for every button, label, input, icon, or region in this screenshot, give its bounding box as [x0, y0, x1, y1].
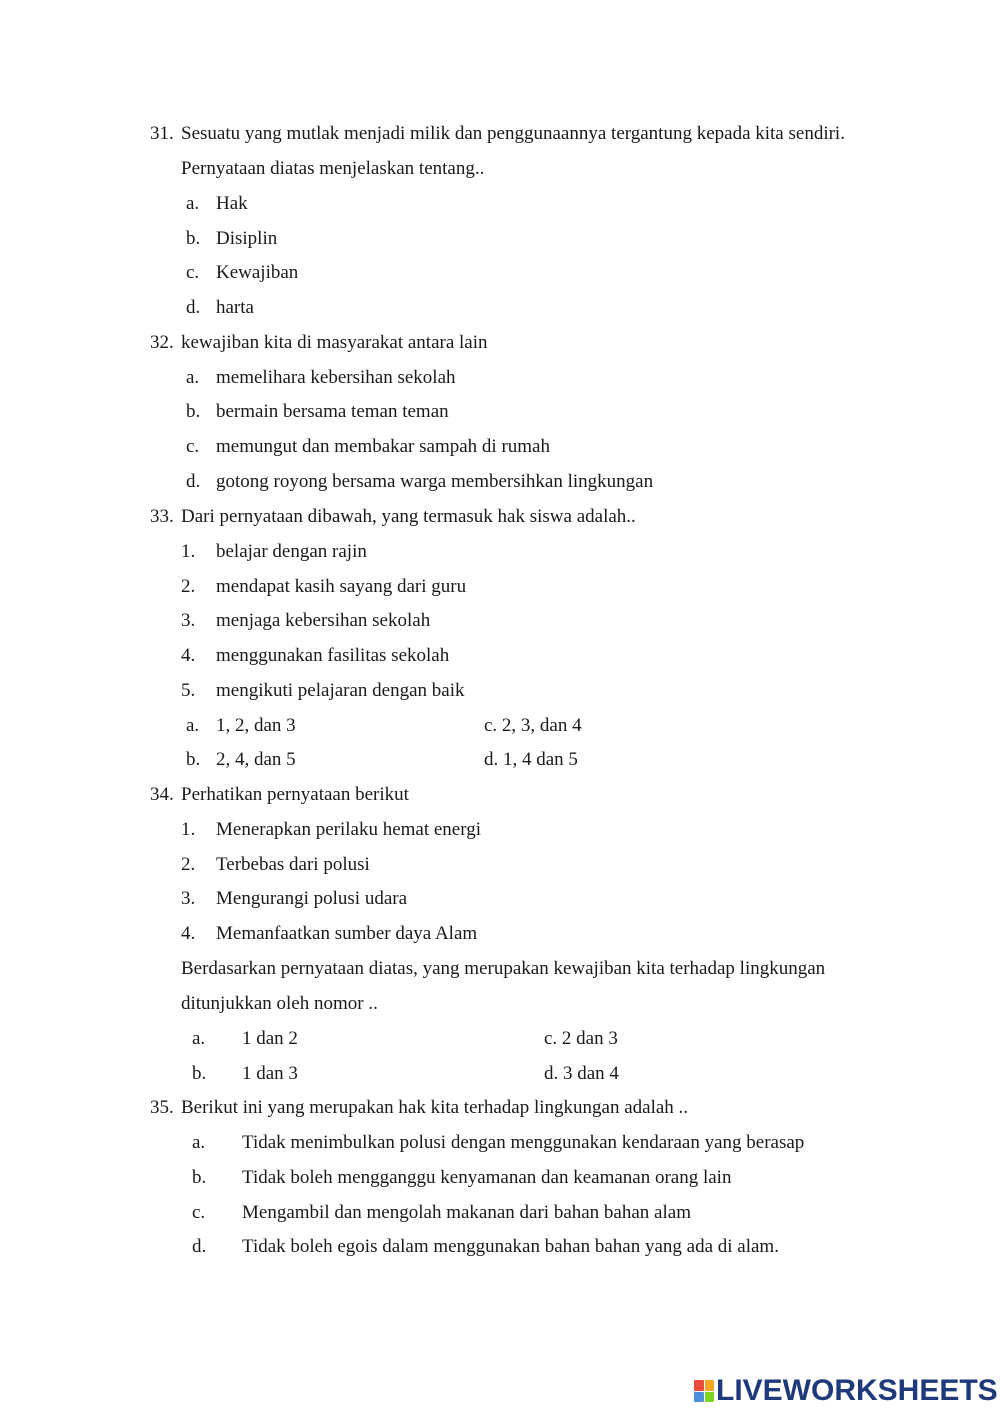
logo-tile — [694, 1380, 704, 1391]
option-label: c. — [186, 262, 200, 283]
option-text[interactable]: 1 dan 2 — [242, 1028, 298, 1049]
option-label: a. — [192, 1132, 206, 1153]
option-label: b. — [186, 228, 201, 249]
option-label: d. — [192, 1236, 207, 1257]
statement-label: 3. — [181, 610, 196, 631]
option-text[interactable]: harta — [216, 297, 254, 318]
option-label: a. — [186, 367, 200, 388]
question-text: Sesuatu yang mutlak menjadi milik dan penggunaannya tergantung kepada kita sendiri. — [181, 123, 845, 144]
statement-text: mendapat kasih sayang dari guru — [216, 576, 467, 597]
logo-tile — [694, 1392, 704, 1403]
question-number: 32. — [150, 332, 174, 353]
follow-up-text: Berdasarkan pernyataan diatas, yang merupakan kewajiban kita terhadap lingkungan — [181, 958, 826, 979]
option-text[interactable]: memungut dan membakar sampah di rumah — [216, 436, 550, 457]
question-text: Berikut ini yang merupakan hak kita terhadap lingkungan adalah .. — [181, 1097, 689, 1118]
question-number: 31. — [150, 123, 174, 144]
question-text-continued: Pernyataan diatas menjelaskan tentang.. — [181, 158, 485, 179]
question-number: 34. — [150, 784, 174, 805]
question-text: Perhatikan pernyataan berikut — [181, 784, 409, 805]
statement-label: 4. — [181, 923, 196, 944]
option-text[interactable]: memelihara kebersihan sekolah — [216, 367, 456, 388]
statement-label: 2. — [181, 854, 196, 875]
statement-text: Terbebas dari polusi — [216, 854, 370, 875]
option-label: b. — [186, 749, 201, 770]
logo-tile — [705, 1380, 715, 1391]
brand-name: LIVEWORKSHEETS — [716, 1374, 998, 1407]
question-number: 33. — [150, 506, 174, 527]
statement-text: Mengurangi polusi udara — [216, 888, 408, 909]
statement-label: 1. — [181, 819, 196, 840]
option-text[interactable]: Kewajiban — [216, 262, 299, 283]
option-label: c. — [186, 436, 200, 457]
option-label: b. — [192, 1167, 207, 1188]
statement-text: belajar dengan rajin — [216, 541, 367, 562]
option-text[interactable]: Tidak menimbulkan polusi dengan menggunakan kendaraan yang berasap — [242, 1132, 805, 1153]
option-text[interactable]: d. 3 dan 4 — [544, 1063, 619, 1084]
question-number: 35. — [150, 1097, 174, 1118]
option-text[interactable]: Disiplin — [216, 228, 278, 249]
option-text[interactable]: c. 2, 3, dan 4 — [484, 715, 582, 736]
statement-text: Menerapkan perilaku hemat energi — [216, 819, 482, 840]
option-text[interactable]: 1 dan 3 — [242, 1063, 298, 1084]
option-label: d. — [186, 471, 201, 492]
option-text[interactable]: Tidak boleh egois dalam menggunakan bahan bahan yang ada di alam. — [242, 1236, 779, 1257]
option-label: d. — [186, 297, 201, 318]
statement-label: 1. — [181, 541, 196, 562]
option-text[interactable]: bermain bersama teman teman — [216, 401, 449, 422]
option-label: a. — [186, 715, 200, 736]
liveworksheets-tiles-icon — [694, 1380, 714, 1402]
logo-tile — [705, 1392, 715, 1403]
option-text[interactable]: gotong royong bersama warga membersihkan lingkungan — [216, 471, 654, 492]
statement-text: Memanfaatkan sumber daya Alam — [216, 923, 478, 944]
statement-label: 4. — [181, 645, 196, 666]
option-text[interactable]: c. 2 dan 3 — [544, 1028, 618, 1049]
option-text[interactable]: 1, 2, dan 3 — [216, 715, 296, 736]
follow-up-text-continued: ditunjukkan oleh nomor .. — [181, 993, 378, 1014]
question-text: Dari pernyataan dibawah, yang termasuk hak siswa adalah.. — [181, 506, 636, 527]
option-label: b. — [186, 401, 201, 422]
option-text[interactable]: Tidak boleh mengganggu kenyamanan dan keamanan orang lain — [242, 1167, 732, 1188]
option-label: a. — [186, 193, 200, 214]
option-text[interactable]: Hak — [216, 193, 248, 214]
statement-text: menggunakan fasilitas sekolah — [216, 645, 450, 666]
option-text[interactable]: 2, 4, dan 5 — [216, 749, 296, 770]
option-text[interactable]: d. 1, 4 dan 5 — [484, 749, 578, 770]
option-label: c. — [192, 1202, 206, 1223]
liveworksheets-logo — [694, 1376, 998, 1406]
option-label: b. — [192, 1063, 207, 1084]
statement-text: mengikuti pelajaran dengan baik — [216, 680, 465, 701]
statement-label: 3. — [181, 888, 196, 909]
statement-label: 2. — [181, 576, 196, 597]
option-text[interactable]: Mengambil dan mengolah makanan dari bahan bahan alam — [242, 1202, 691, 1223]
statement-label: 5. — [181, 680, 196, 701]
statement-text: menjaga kebersihan sekolah — [216, 610, 431, 631]
option-label: a. — [192, 1028, 206, 1049]
question-text: kewajiban kita di masyarakat antara lain — [181, 332, 488, 353]
